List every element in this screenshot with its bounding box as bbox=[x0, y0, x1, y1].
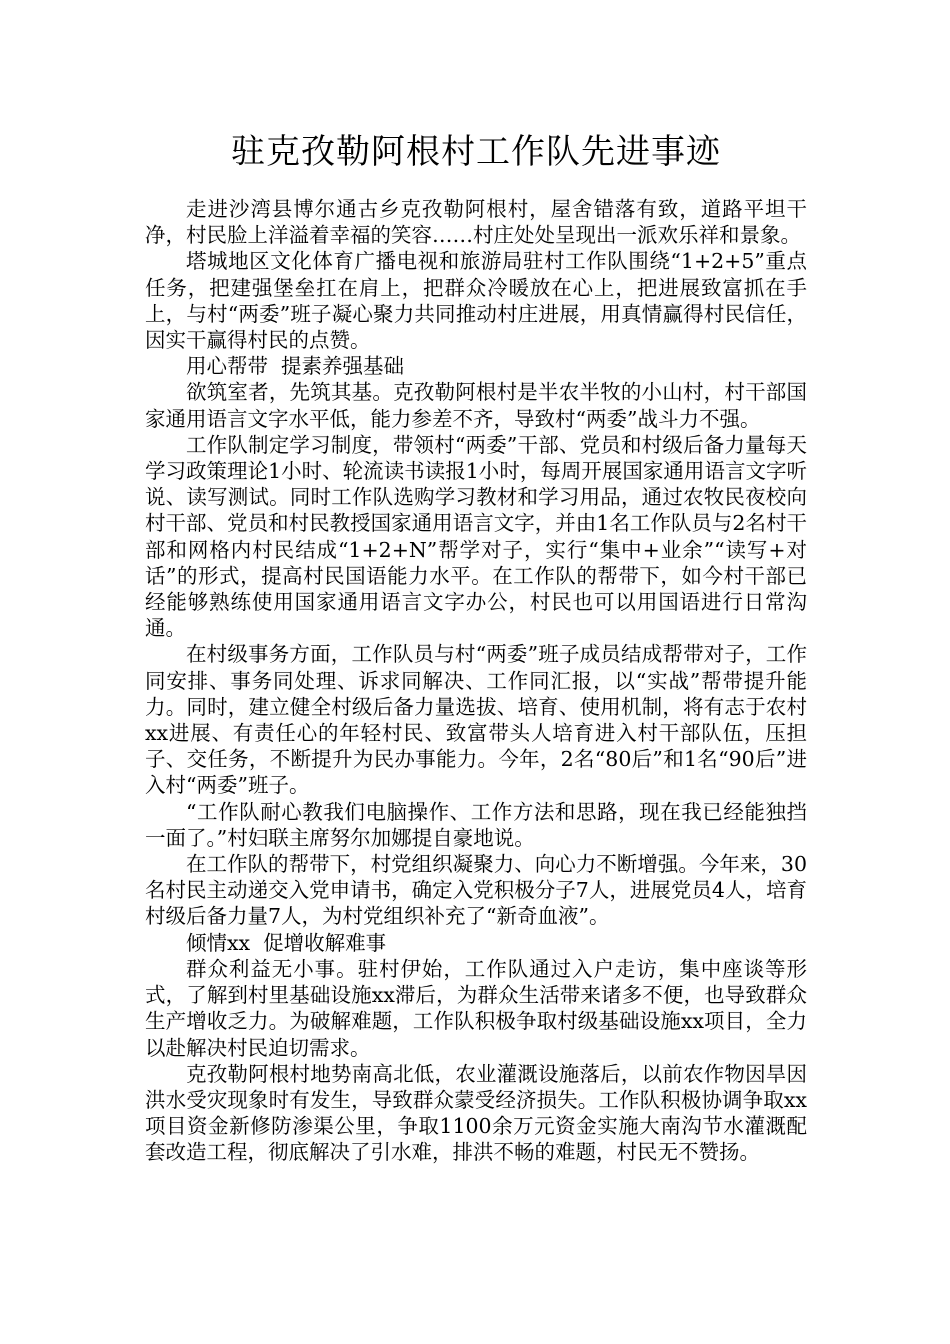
section-heading: 用心帮带 提素养强基础 bbox=[186, 354, 405, 379]
paragraph: 在村级事务方面，工作队员与村“两委”班子成员结成帮带对子，工作同安排、事务同处理、诉求同解决、工作同汇报，以“实战”帮带提升能力。同时，建立健全村级后备力量选拔、培育、使用机制，将有志于农村xx进展、有责任心的年轻村民、致富带头人培育进入村干部队伍，压担子、交任务，不断提升为民办事能力。今年，2名“80后”和1名“90后”进入村“两委”班子。 bbox=[145, 642, 807, 798]
paragraph: 走进沙湾县博尔通古乡克孜勒阿根村，屋舍错落有致，道路平坦干净，村民脸上洋溢着幸福的笑容……村庄处处呈现出一派欢乐祥和景象。 bbox=[145, 197, 807, 248]
paragraph: “工作队耐心教我们电脑操作、工作方法和思路，现在我已经能独挡一面了。”村妇联主席努尔加娜提自豪地说。 bbox=[145, 799, 807, 850]
section-heading: 倾情xx 促增收解难事 bbox=[186, 930, 387, 955]
paragraph: 克孜勒阿根村地势南高北低，农业灌溉设施落后，以前农作物因旱因洪水受灾现象时有发生，导致群众蒙受经济损失。工作队积极协调争取xx项目资金新修防渗渠公里，争取1100余万元资金实施大南沟节水灌溉配套改造工程，彻底解决了引水难，排洪不畅的难题，村民无不赞扬。 bbox=[145, 1061, 807, 1165]
paragraph: 在工作队的帮带下，村党组织凝聚力、向心力不断增强。今年来，30名村民主动递交入党申请书，确定入党积极分子7人，进展党员4人，培育村级后备力量7人，为村党组织补充了“新奇血液”。 bbox=[145, 852, 807, 929]
document-page bbox=[145, 128, 807, 1166]
paragraph: 欲筑室者，先筑其基。克孜勒阿根村是半农半牧的小山村，村干部国家通用语言文字水平低，能力参差不齐，导致村“两委”战斗力不强。 bbox=[145, 380, 807, 431]
document-title: 驻克孜勒阿根村工作队先进事迹 bbox=[231, 132, 721, 172]
paragraph: 群众利益无小事。驻村伊始，工作队通过入户走访，集中座谈等形式，了解到村里基础设施xx滞后，为群众生活带来诸多不便，也导致群众生产增收乏力。为破解难题，工作队积极争取村级基础设施xx项目，全力以赴解决村民迫切需求。 bbox=[145, 956, 807, 1060]
document-body bbox=[145, 196, 807, 1166]
paragraph: 塔城地区文化体育广播电视和旅游局驻村工作队围绕“1+2+5”重点任务，把建强堡垒扛在肩上，把群众冷暖放在心上，把进展致富抓在手上，与村“两委”班子凝心聚力共同推动村庄进展，用真情赢得村民信任，因实干赢得村民的点赞。 bbox=[145, 249, 807, 353]
paragraph: 工作队制定学习制度，带领村“两委”干部、党员和村级后备力量每天学习政策理论1小时、轮流读书读报1小时，每周开展国家通用语言文字听说、读写测试。同时工作队选购学习教材和学习用品，通过农牧民夜校向村干部、党员和村民教授国家通用语言文字，并由1名工作队员与2名村干部和网格内村民结成“1+2+N”帮学对子，实行“集中+业余”“读写+对话”的形式，提高村民国语能力水平。在工作队的帮带下，如今村干部已经能够熟练使用国家通用语言文字办公，村民也可以用国语进行日常沟通。 bbox=[145, 432, 807, 641]
